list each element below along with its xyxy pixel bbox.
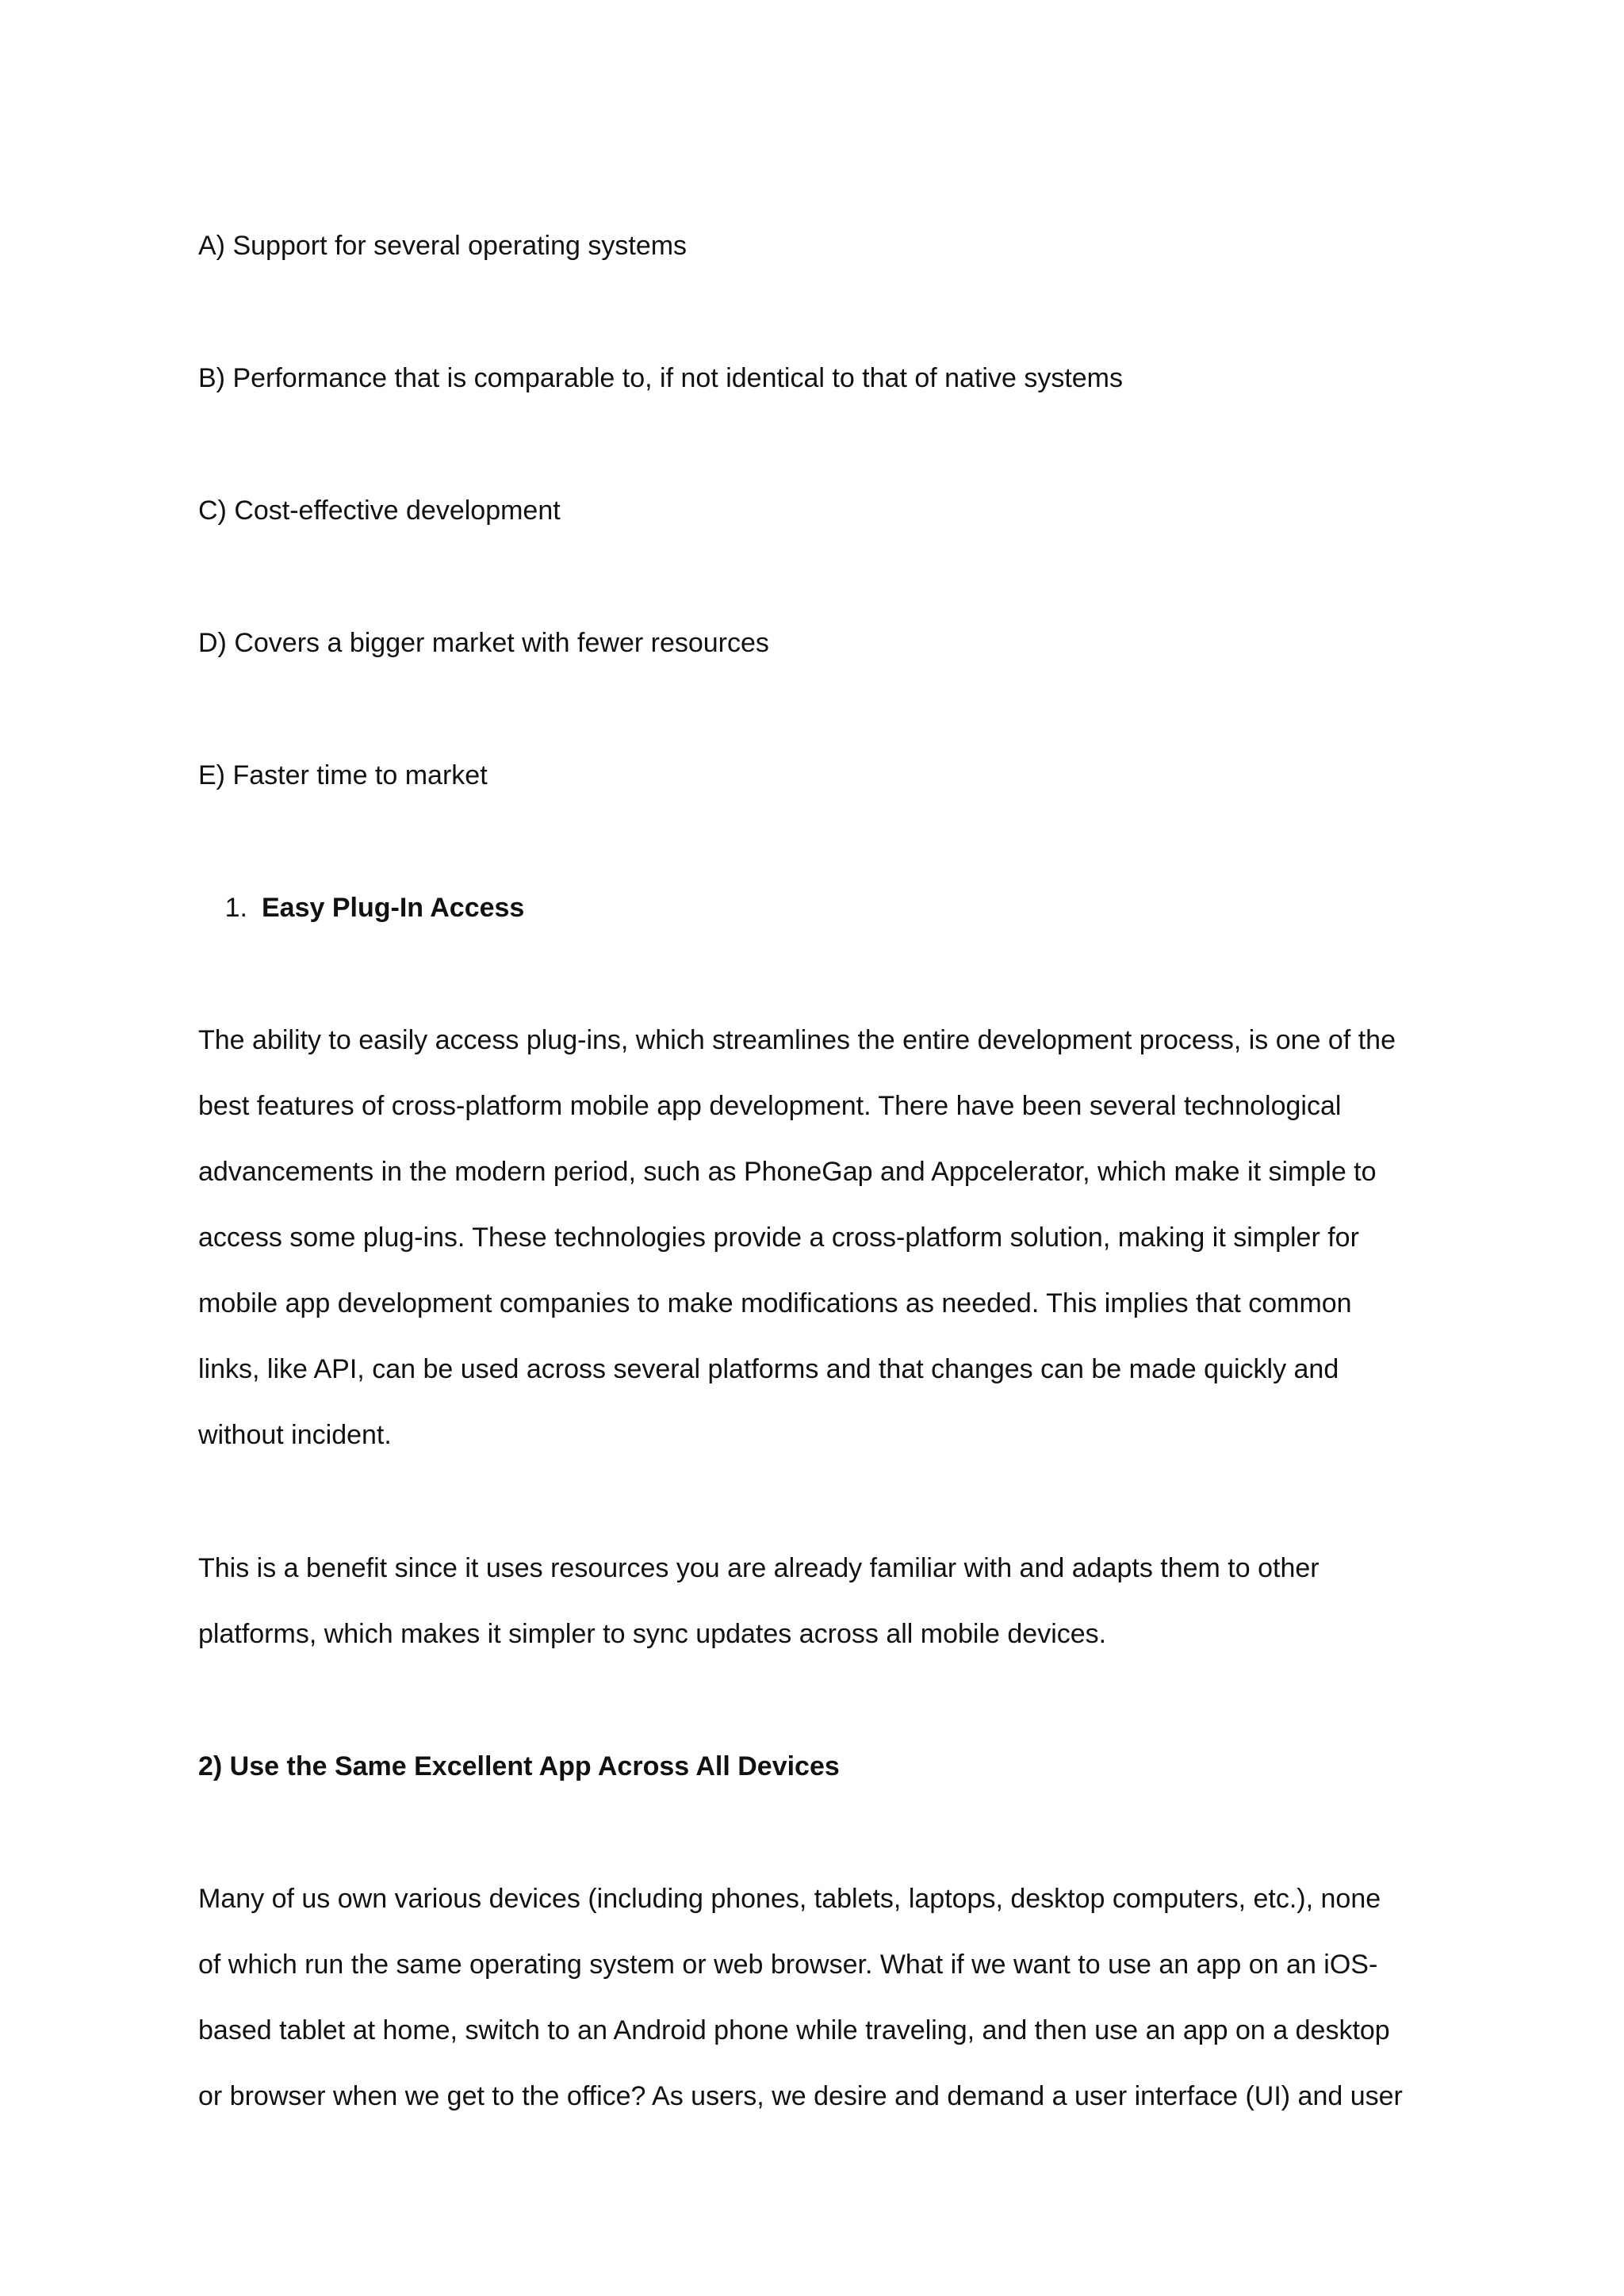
paragraph-line: best features of cross-platform mobile app development. There have been several technological: [198, 1091, 1342, 1121]
list-item-a: A) Support for several operating systems: [198, 231, 688, 261]
paragraph-line: This is a benefit since it uses resources you are already familiar with and adapts them to other: [198, 1553, 1320, 1583]
list-item-e: E) Faster time to market: [198, 760, 488, 790]
list-item-c: C) Cost-effective development: [198, 496, 561, 526]
paragraph-line: without incident.: [198, 1420, 392, 1450]
paragraph-line: mobile app development companies to make modifications as needed. This implies that common: [198, 1288, 1352, 1318]
section-2-heading: 2) Use the Same Excellent App Across All Devices: [198, 1751, 840, 1781]
paragraph-line: advancements in the modern period, such as PhoneGap and Appcelerator, which make it simple to: [198, 1157, 1377, 1187]
paragraph-line: The ability to easily access plug-ins, which streamlines the entire development process, is one of the: [198, 1025, 1396, 1055]
paragraph-line: links, like API, can be used across several platforms and that changes can be made quickly and: [198, 1354, 1339, 1384]
section-1-paragraph-2: [198, 1536, 1451, 1667]
list-item-d: D) Covers a bigger market with fewer resources: [198, 628, 769, 658]
list-item-b: B) Performance that is comparable to, if not identical to that of native systems: [198, 363, 1123, 393]
paragraph-line: platforms, which makes it simpler to sync updates across all mobile devices.: [198, 1619, 1107, 1649]
section-1-heading: [198, 875, 1451, 941]
section-1-number: 1.: [224, 893, 247, 923]
section-1-paragraph-1: [198, 1008, 1451, 1468]
paragraph-line: of which run the same operating system or web browser. What if we want to use an app on an iOS-: [198, 1950, 1378, 1980]
paragraph-line: or browser when we get to the office? As users, we desire and demand a user interface (UI) and user: [198, 2081, 1403, 2111]
section-1-title: Easy Plug-In Access: [262, 893, 525, 923]
paragraph-line: access some plug-ins. These technologies provide a cross-platform solution, making it simpler for: [198, 1223, 1359, 1253]
paragraph-line: Many of us own various devices (including phones, tablets, laptops, desktop computers, etc.), none: [198, 1884, 1381, 1914]
paragraph-line: based tablet at home, switch to an Android phone while traveling, and then use an app on a desktop: [198, 2015, 1390, 2045]
section-2-paragraph: [198, 1866, 1451, 2130]
